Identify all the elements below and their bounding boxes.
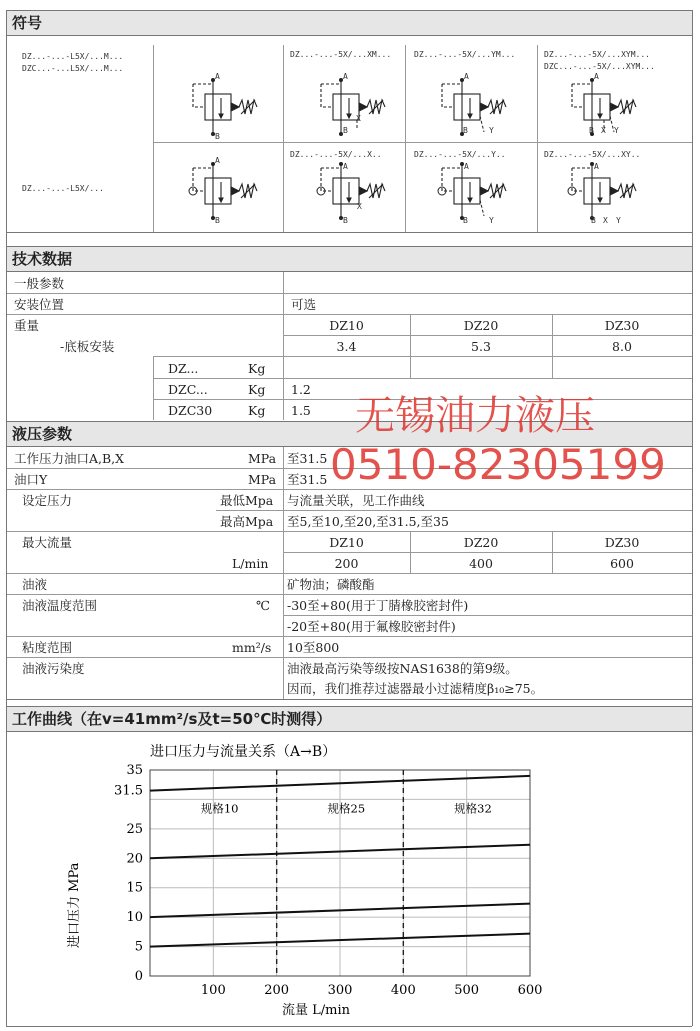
hyd-clean-value-1: 油液最高污染等级按NAS1638的第9级。 xyxy=(287,661,518,676)
port-label-x: X xyxy=(601,126,606,135)
port-label-b: B xyxy=(343,126,348,135)
tech-general: 一般参数 xyxy=(14,276,65,291)
hyd-set-label: 设定压力 xyxy=(22,493,73,508)
tech-mount-value: 可选 xyxy=(291,297,317,312)
hyd-p-y-unit: MPa xyxy=(248,472,277,487)
hyd-flow-size: DZ20 xyxy=(463,535,499,550)
symbol-code-r2c2: DZ...-...-5X/...Y.. xyxy=(414,150,506,159)
chart-xlabel: 流量 L/min xyxy=(282,1003,351,1018)
chart-ytick-label: 15 xyxy=(126,880,143,896)
chart-ytick-label: 5 xyxy=(134,939,143,955)
chart-xtick-label: 300 xyxy=(327,983,353,998)
hyd-clean-value-2: 因而，我们推荐过滤器最小过滤精度β₁₀≥75。 xyxy=(287,681,544,696)
symbol-code-r2c1: DZ...-...-5X/...X.. xyxy=(290,150,382,159)
hyd-flow-label: 最大流量 xyxy=(22,535,73,550)
symbol-code-r2c3: DZ...-...-5X/...XY.. xyxy=(544,150,641,159)
tech-plate-value: 3.4 xyxy=(336,339,357,354)
port-label-y: Y xyxy=(614,126,619,135)
symbol-code-r1c3: DZ...-...-5X/...XYM... xyxy=(544,50,650,59)
hyd-fluid-value: 矿物油；磷酸酯 xyxy=(287,577,375,592)
tech-size: DZ10 xyxy=(329,318,364,333)
hyd-set-min-label: 最低Mpa xyxy=(220,493,274,508)
tech-size: DZ30 xyxy=(604,318,640,333)
hyd-p-abx-value: 至31.5 xyxy=(287,451,328,466)
section-title-tech: 技术数据 xyxy=(12,250,73,268)
port-label-a: A xyxy=(343,72,348,81)
hyd-temp-unit: ℃ xyxy=(256,598,270,613)
symbol-code-r1c2: DZ...-...-5X/...YM... xyxy=(414,50,516,59)
chart-xtick-label: 500 xyxy=(454,983,480,998)
section-title-curve: 工作曲线（在v=41mm²/s及t=50℃时测得） xyxy=(12,710,332,728)
chart-xtick-label: 600 xyxy=(517,983,543,998)
chart-xtick-label: 200 xyxy=(264,983,290,998)
port-label-b: B xyxy=(215,132,220,141)
hyd-set-max-label: 最高Mpa xyxy=(220,514,274,529)
pressure-flow-chart xyxy=(0,732,700,1024)
hyd-visc-label: 粘度范围 xyxy=(22,640,73,655)
port-label-a: A xyxy=(343,162,348,171)
port-label-x: X xyxy=(356,114,361,123)
port-label-x: X xyxy=(603,216,608,225)
hyd-flow-value: 200 xyxy=(334,556,359,571)
tech-row-unit: Kg xyxy=(248,361,266,376)
chart-ytick-label: 0 xyxy=(134,969,143,984)
watermark-company: 无锡油力液压 xyxy=(355,393,595,439)
chart-ytick-label: 20 xyxy=(126,851,143,867)
hyd-flow-value: 600 xyxy=(610,556,634,571)
tech-row-model: DZ... xyxy=(168,361,199,376)
chart-region-label: 规格32 xyxy=(454,801,492,816)
port-label-b: B xyxy=(591,216,596,225)
port-label-b: B xyxy=(343,216,348,225)
tech-plate-value: 8.0 xyxy=(612,339,632,354)
tech-row-unit: Kg xyxy=(248,382,266,397)
chart-region-label: 规格25 xyxy=(327,801,366,816)
hyd-visc-value: 10至800 xyxy=(287,640,340,655)
port-label-a: A xyxy=(215,72,220,81)
port-label-b: B xyxy=(463,216,468,225)
port-label-a: A xyxy=(594,72,599,81)
hyd-fluid-label: 油液 xyxy=(22,577,48,592)
port-label-x: X xyxy=(357,202,362,211)
port-label-a: A xyxy=(464,162,469,171)
tech-row-unit: Kg xyxy=(248,403,266,418)
tech-plate-label: -底板安装 xyxy=(60,339,115,354)
section-title-hydraulic: 液压参数 xyxy=(12,425,73,443)
port-label-y: Y xyxy=(616,216,621,225)
watermark-phone: 0510-82305199 xyxy=(330,440,666,489)
port-label-y: Y xyxy=(489,216,494,225)
tech-row-value: 1.2 xyxy=(291,382,311,397)
hyd-flow-value: 400 xyxy=(469,556,493,571)
hyd-temp-value-2: -20至+80(用于氟橡胶密封件) xyxy=(287,619,456,634)
chart-xtick-label: 400 xyxy=(390,983,416,998)
tech-mount-label: 安装位置 xyxy=(14,297,65,312)
hyd-p-y-value: 至31.5 xyxy=(287,472,328,487)
hyd-p-abx-unit: MPa xyxy=(248,451,277,466)
hyd-set-min-value: 与流量关联，见工作曲线 xyxy=(287,493,425,508)
tech-size: DZ20 xyxy=(463,318,499,333)
tech-row-model: DZC... xyxy=(168,382,208,397)
port-label-a: A xyxy=(464,72,469,81)
chart-ytick-label: 10 xyxy=(126,910,143,926)
chart-ytick-label: 35 xyxy=(126,763,143,778)
hyd-set-max-value: 至5,至10,至20,至31.5,至35 xyxy=(287,514,449,529)
port-label-b: B xyxy=(463,126,468,135)
chart-ytick-label: 31.5 xyxy=(114,783,143,799)
symbol-code-r1c0: DZ...-...-L5X/...M... xyxy=(22,52,124,61)
section-header-curve xyxy=(6,706,692,732)
hyd-temp-label: 油液温度范围 xyxy=(22,598,98,613)
hyd-flow-size: DZ30 xyxy=(604,535,640,550)
tech-plate-value: 5.3 xyxy=(471,339,491,354)
section-header-tech xyxy=(6,246,692,272)
port-label-y: Y xyxy=(489,126,494,135)
port-label-b: B xyxy=(215,216,220,225)
symbol-code-r2c0: DZ...-...-L5X/... xyxy=(22,184,104,193)
symbol-code-r1c0b: DZC...-...L5X/...M... xyxy=(22,64,124,73)
port-label-a: A xyxy=(215,156,220,165)
port-label-a: A xyxy=(594,162,599,171)
section-title-symbol: 符号 xyxy=(12,14,43,32)
hyd-clean-label: 油液污染度 xyxy=(22,661,85,676)
port-label-b: B xyxy=(589,126,594,135)
tech-row-model: DZC30 xyxy=(168,403,213,418)
hyd-visc-unit: mm²/s xyxy=(232,640,272,655)
symbol-code-r1c1: DZ...-...-5X/...XM... xyxy=(290,50,392,59)
tech-weight-label: 重量 xyxy=(14,318,40,333)
hyd-temp-value-1: -30至+80(用于丁腈橡胶密封件) xyxy=(287,598,469,613)
chart-title: 进口压力与流量关系（A→B） xyxy=(150,744,337,760)
hydraulic-symbols xyxy=(0,0,700,240)
chart-xtick-label: 100 xyxy=(200,983,226,998)
hyd-flow-unit: L/min xyxy=(232,556,269,571)
hyd-flow-size: DZ10 xyxy=(329,535,364,550)
tech-row-value: 1.5 xyxy=(291,403,311,418)
symbol-code-r1c3b: DZC...-...-5X/...XYM... xyxy=(544,62,655,71)
hyd-p-abx-label: 工作压力油口A,B,X xyxy=(14,451,125,466)
chart-region-label: 规格10 xyxy=(200,801,239,816)
chart-ylabel: 进口压力 MPa xyxy=(67,862,82,948)
chart-ytick-label: 25 xyxy=(126,821,143,837)
hyd-p-y-label: 油口Y xyxy=(14,472,48,487)
